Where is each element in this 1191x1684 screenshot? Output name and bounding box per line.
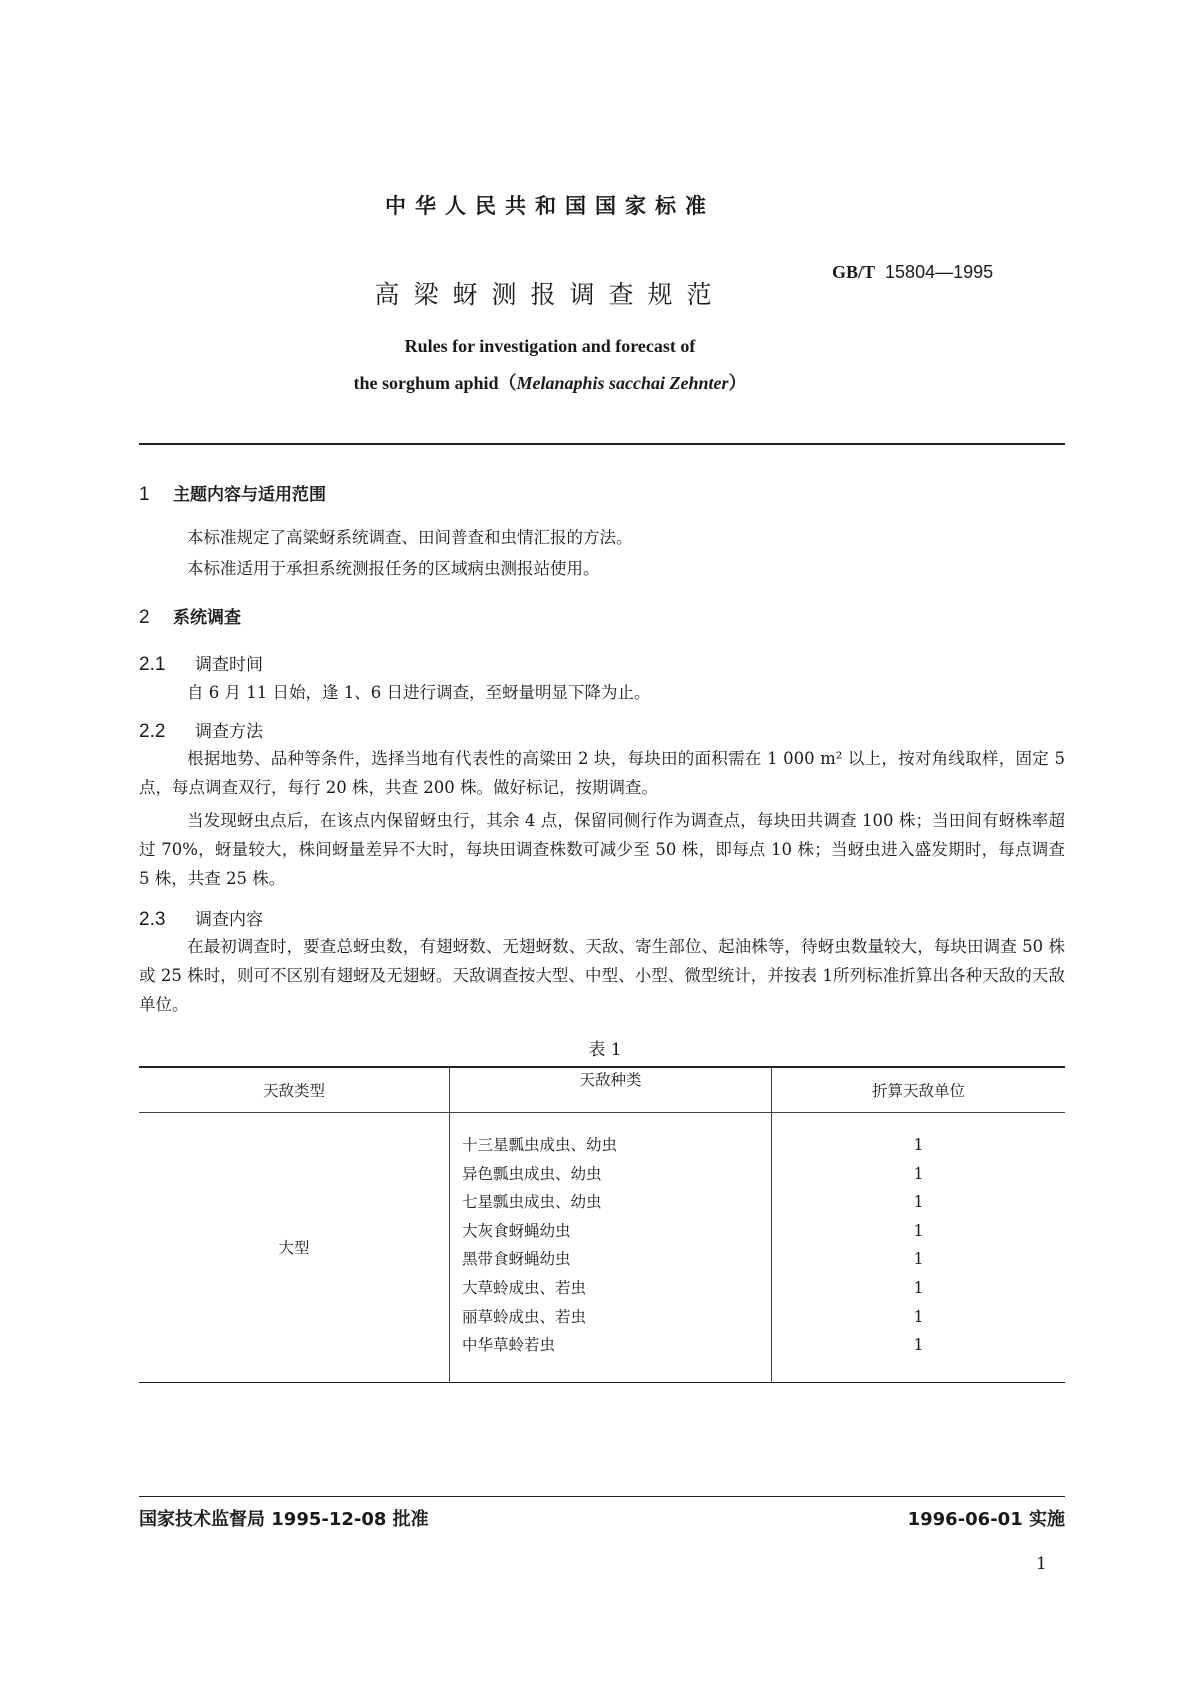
approval-date: 国家技术监督局 1995-12-08 批准 xyxy=(139,1509,429,1530)
natural-enemy-table xyxy=(139,1066,1065,1383)
subsection-number: 2.2 xyxy=(139,721,166,742)
english-title-species: Melanaphis sacchai Zehnter xyxy=(516,373,729,393)
unit-value: 1 xyxy=(913,1164,924,1183)
species-item: 中华草蛉若虫 xyxy=(462,1336,556,1355)
table-header-cell: 天敌种类 xyxy=(450,1067,772,1113)
unit-value: 1 xyxy=(913,1336,924,1355)
species-item: 大草蛉成虫、若虫 xyxy=(462,1278,587,1297)
page-number: 1 xyxy=(1036,1554,1047,1574)
table-cell-group: 大型 xyxy=(278,1239,310,1258)
table-header-cell: 折算天敌单位 xyxy=(772,1067,1066,1113)
table-cell-units xyxy=(772,1113,1066,1383)
effective-date: 1996-06-01 实施 xyxy=(907,1509,1065,1530)
standard-prefix: GB/T xyxy=(832,262,876,282)
table-header-cell: 天敌类型 xyxy=(139,1067,450,1113)
paragraph: 本标准规定了高粱蚜系统调查、田间普查和虫情汇报的方法。 xyxy=(187,528,633,547)
section-2-heading xyxy=(139,603,241,629)
standard-number: 15804—1995 xyxy=(885,262,994,282)
document-title: 高梁蚜测报调查规范 xyxy=(374,280,726,309)
subsection-2-1-heading xyxy=(139,650,263,676)
species-item: 黑带食蚜蝇幼虫 xyxy=(462,1250,571,1269)
subsection-number: 2.3 xyxy=(139,909,166,930)
english-title-line1: Rules for investigation and forecast of xyxy=(404,336,696,356)
species-item: 异色瓢虫成虫、幼虫 xyxy=(462,1164,602,1183)
paragraph: 在最初调查时，要查总蚜虫数，有翅蚜数、无翅蚜数、天敌、寄生部位、起油株等，待蚜虫数量较大，每块田调查 50 株或 25 株时，则可不区别有翅蚜及无翅蚜。天敌调查按大型、中型、小型、微型统计，并按表 1所列标准折算出各种天敌的天敌单位。 xyxy=(139,937,1065,1014)
paragraph: 当发现蚜虫点后，在该点内保留蚜虫行，其余 4 点，保留同侧行作为调查点，每块田共调查 100 株；当田间有蚜株率超过 70%，蚜量较大，株间蚜量差异不大时，每块田调查株数可减少至 50 株，即每点 10 株；当蚜虫进入盛发期时，每点调查 5 株，共查 25 株。 xyxy=(139,811,1065,888)
section-title: 主题内容与适用范围 xyxy=(173,485,326,505)
paragraph: 本标准适用于承担系统测报任务的区域病虫测报站使用。 xyxy=(187,559,600,578)
english-title-prefix: the sorghum aphid（ xyxy=(353,373,517,393)
unit-value: 1 xyxy=(913,1136,924,1154)
footer-divider xyxy=(139,1496,1065,1497)
subsection-2-3-heading xyxy=(139,905,263,931)
species-item: 七星瓢虫成虫、幼虫 xyxy=(462,1193,602,1212)
unit-value: 1 xyxy=(913,1221,924,1240)
species-item: 大灰食蚜蝇幼虫 xyxy=(462,1221,571,1240)
subsection-title: 调查时间 xyxy=(195,655,263,675)
english-title-line2 xyxy=(0,369,1100,395)
english-title-suffix: ） xyxy=(728,373,747,393)
subsection-title: 调查内容 xyxy=(195,910,263,930)
table-header-row xyxy=(139,1067,1065,1113)
subsection-number: 2.1 xyxy=(139,654,166,675)
header-divider xyxy=(139,443,1065,445)
paragraph: 自 6 月 11 日始，逢 1、6 日进行调查，至蚜量明显下降为止。 xyxy=(187,683,651,702)
subsection-title: 调查方法 xyxy=(195,722,263,742)
unit-value: 1 xyxy=(913,1278,924,1297)
national-standard-heading: 中华人民共和国国家标准 xyxy=(385,194,715,218)
table-row xyxy=(139,1113,1065,1383)
unit-value: 1 xyxy=(913,1307,924,1326)
unit-value: 1 xyxy=(913,1193,924,1212)
paragraph: 根据地势、品种等条件，选择当地有代表性的高粱田 2 块，每块田的面积需在 1 000 m² 以上，按对角线取样，固定 5 点，每点调查双行，每行 20 株，共查 200 株。做好标记，按期调查。 xyxy=(139,749,1065,797)
table-cell-species xyxy=(450,1113,772,1383)
section-number: 2 xyxy=(139,607,150,628)
subsection-2-2-heading xyxy=(139,717,263,743)
section-title: 系统调查 xyxy=(173,608,241,628)
unit-value: 1 xyxy=(913,1250,924,1269)
table-caption: 表 1 xyxy=(588,1040,622,1060)
species-item: 丽草蛉成虫、若虫 xyxy=(462,1307,587,1326)
section-number: 1 xyxy=(139,484,150,505)
section-1-heading xyxy=(139,480,326,506)
species-item: 十三星瓢虫成虫、幼虫 xyxy=(462,1136,618,1154)
